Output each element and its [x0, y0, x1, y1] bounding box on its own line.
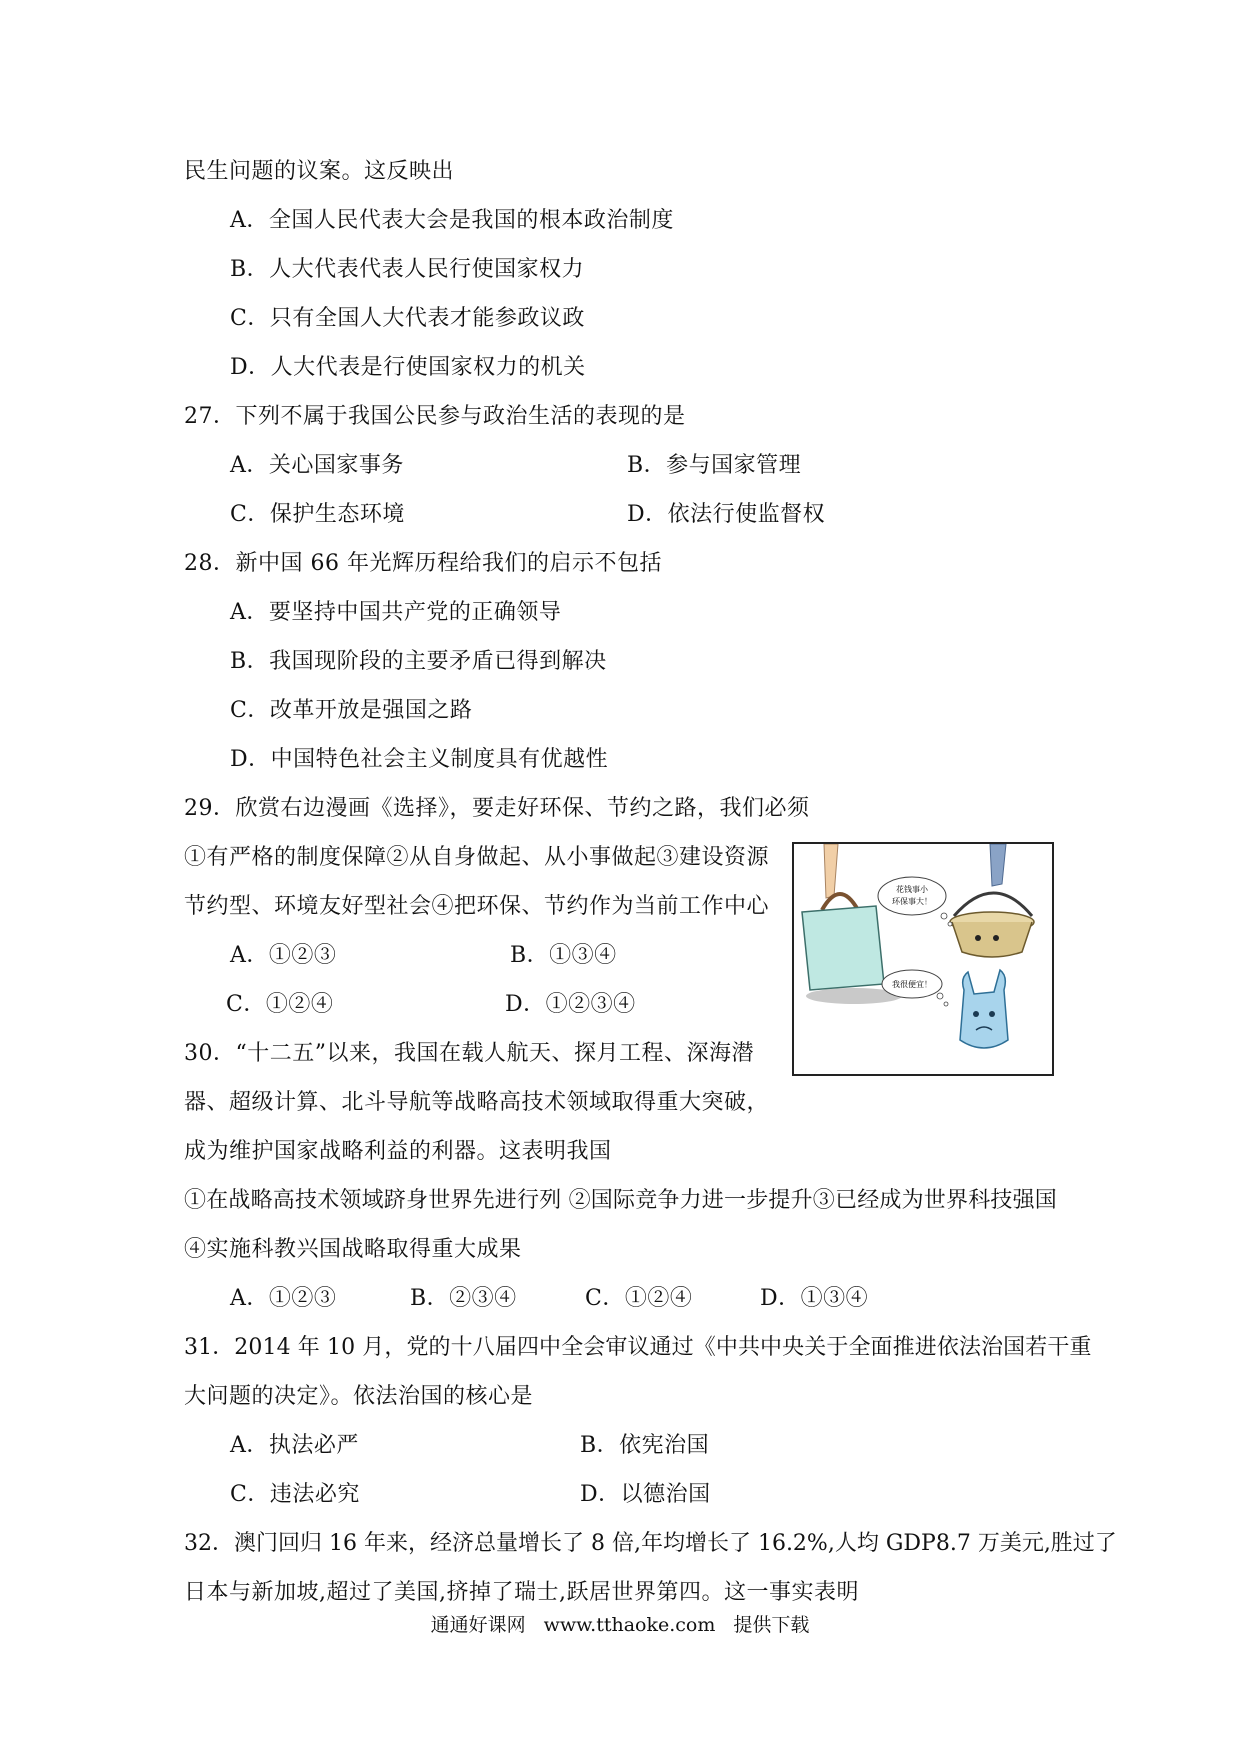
q28-option-a: A．要坚持中国共产党的正确领导 [230, 600, 562, 625]
bubble-dot [941, 913, 947, 919]
q30-option-d: D．①③④ [760, 1286, 869, 1311]
basket-body [952, 922, 1032, 957]
q32-stem-line2: 日本与新加坡,超过了美国,挤掉了瑞士,跃居世界第四。这一事实表明 [184, 1580, 859, 1605]
left-arm [824, 844, 838, 898]
bubble-basket-line2: 环保事大！ [892, 897, 932, 906]
q30-option-c: C．①②④ [585, 1286, 693, 1311]
q27-stem: 27．下列不属于我国公民参与政治生活的表现的是 [184, 404, 686, 429]
bubble-basket-line1: 花钱事小 [896, 885, 928, 894]
q28-option-d: D．中国特色社会主义制度具有优越性 [230, 747, 609, 772]
q27-option-a: A．关心国家事务 [230, 453, 404, 478]
q31-option-a: A．执法必严 [230, 1433, 359, 1458]
q30-items-line1: ①在战略高技术领域跻身世界先进行列 ②国际竞争力进一步提升③已经成为世界科技强国 [184, 1188, 1057, 1213]
q26-option-b: B．人大代表代表人民行使国家权力 [230, 257, 585, 282]
q26-option-a: A．全国人民代表大会是我国的根本政治制度 [230, 208, 674, 233]
footer-url[interactable]: www.tthaoke.com [543, 1614, 716, 1636]
q26-option-c: C．只有全国人大代表才能参政议政 [230, 306, 585, 331]
q31-option-c: C．违法必究 [230, 1482, 360, 1507]
basket-eye-left [975, 935, 981, 941]
q30-stem-line1: 30．“十二五”以来，我国在载人航天、探月工程、深海潜 [184, 1041, 754, 1066]
bubble-dot [937, 993, 943, 999]
basket-eye-right [993, 935, 999, 941]
q27-option-c: C．保护生态环境 [230, 502, 405, 527]
q29-items-line1: ①有严格的制度保障②从自身做起、从小事做起③建设资源 [184, 845, 770, 870]
q26-stem-tail: 民生问题的议案。这反映出 [184, 159, 455, 184]
q31-stem-line2: 大问题的决定》。依法治国的核心是 [184, 1384, 534, 1409]
bubble-bag-text: 我很便宜！ [892, 980, 932, 989]
q26-option-d: D．人大代表是行使国家权力的机关 [230, 355, 586, 380]
thought-bubble-basket [878, 877, 946, 915]
q27-option-b: B．参与国家管理 [627, 453, 802, 478]
cartoon-drawing [794, 844, 1052, 1074]
q28-option-b: B．我国现阶段的主要矛盾已得到解决 [230, 649, 607, 674]
q31-option-b: B．依宪治国 [580, 1433, 710, 1458]
footer-note: 提供下载 [733, 1614, 810, 1636]
bubble-dot [944, 1002, 948, 1006]
q32-stem-line1: 32．澳门回归 16 年来，经济总量增长了 8 倍,年均增长了 16.2%,人均 GDP8.7 万美元,胜过了 [184, 1531, 1117, 1556]
q27-option-d: D．依法行使监督权 [627, 502, 826, 527]
q30-option-a: A．①②③ [230, 1286, 337, 1311]
bag-eye-left [973, 1011, 979, 1017]
right-arm [990, 844, 1006, 886]
page-footer [0, 1612, 1240, 1638]
q28-option-c: C．改革开放是强国之路 [230, 698, 473, 723]
q31-option-d: D．以德治国 [580, 1482, 711, 1507]
q29-stem: 29．欣赏右边漫画《选择》，要走好环保、节约之路，我们必须 [184, 796, 810, 821]
q29-option-a: A．①②③ [230, 943, 337, 968]
q31-stem-line1: 31．2014 年 10 月，党的十八届四中全会审议通过《中共中央关于全面推进依法治国若干重 [184, 1335, 1092, 1360]
q30-items-line2: ④实施科教兴国战略取得重大成果 [184, 1237, 522, 1262]
q28-stem: 28．新中国 66 年光辉历程给我们的启示不包括 [184, 551, 662, 576]
bubble-dot [948, 922, 952, 926]
q29-option-b: B．①③④ [510, 943, 617, 968]
q30-stem-line3: 成为维护国家战略利益的利器。这表明我国 [184, 1139, 612, 1164]
bag-eye-right [989, 1011, 995, 1017]
plastic-bag [960, 970, 1008, 1048]
q30-stem-line2: 器、超级计算、北斗导航等战略高技术领域取得重大突破， [184, 1090, 770, 1115]
q29-items-line2: 节约型、环境友好型社会④把环保、节约作为当前工作中心 [184, 894, 770, 919]
q29-cartoon [792, 842, 1054, 1076]
handbag [802, 906, 884, 990]
footer-site-name: 通通好课网 [430, 1614, 526, 1636]
q30-option-b: B．②③④ [410, 1286, 517, 1311]
q29-option-d: D．①②③④ [505, 992, 636, 1017]
q29-option-c: C．①②④ [226, 992, 334, 1017]
